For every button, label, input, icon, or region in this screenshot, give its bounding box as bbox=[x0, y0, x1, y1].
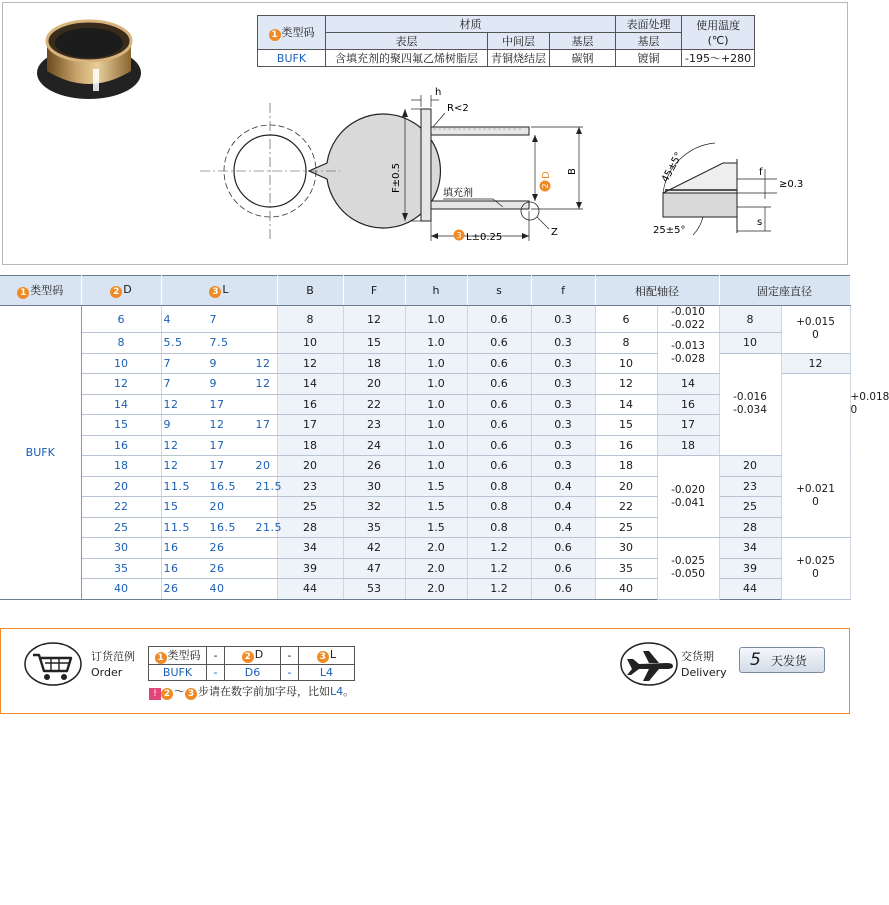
order-example-table: 1 类型码 - 2 D - 3 L BUFK - D6 - L4 bbox=[148, 646, 355, 681]
d-cell: 12 bbox=[81, 374, 161, 395]
d-cell: 40 bbox=[81, 579, 161, 600]
f-cell: 35 bbox=[343, 517, 405, 538]
s-cell: 0.6 bbox=[467, 333, 531, 354]
col-b-header: B bbox=[277, 276, 343, 306]
order-l-value: L4 bbox=[299, 665, 355, 681]
seat-cell: 10 bbox=[719, 333, 781, 354]
s-cell: 0.8 bbox=[467, 476, 531, 497]
middle-layer-header: 中间层 bbox=[488, 33, 550, 50]
shaft-cell: 6 bbox=[595, 306, 657, 333]
f-small-cell: 0.6 bbox=[531, 579, 595, 600]
type-code-header: 1 类型码 bbox=[258, 16, 326, 50]
table-row bbox=[0, 579, 850, 600]
seat-tolerance-cell: +0.021 0 bbox=[781, 456, 850, 538]
h-cell: 1.5 bbox=[405, 517, 467, 538]
b-cell: 10 bbox=[277, 333, 343, 354]
table-row bbox=[0, 476, 850, 497]
badge-1-icon: 1 bbox=[269, 29, 281, 41]
table-row bbox=[0, 456, 850, 477]
s-cell: 0.8 bbox=[467, 517, 531, 538]
f-small-cell: 0.4 bbox=[531, 497, 595, 518]
badge-1-icon: 1 bbox=[17, 287, 29, 299]
b-cell: 23 bbox=[277, 476, 343, 497]
b-cell: 28 bbox=[277, 517, 343, 538]
filler-label: 填充剂 bbox=[443, 188, 473, 199]
f-cell: 42 bbox=[343, 538, 405, 559]
seat-cell: 28 bbox=[719, 517, 781, 538]
order-d-header: 2 D bbox=[225, 647, 281, 665]
seat-cell: 14 bbox=[657, 374, 719, 395]
l-option: 16 bbox=[163, 541, 179, 555]
d-cell: 30 bbox=[81, 538, 161, 559]
seat-cell: 8 bbox=[719, 306, 781, 333]
l-option: 12 bbox=[163, 459, 179, 473]
b-cell: 44 bbox=[277, 579, 343, 600]
order-note: ! 2 ～ 3 步请在数字前加字母，比如L4。 bbox=[149, 683, 354, 700]
h-cell: 1.0 bbox=[405, 435, 467, 456]
table-row bbox=[0, 497, 850, 518]
order-type-value: BUFK bbox=[149, 665, 207, 681]
h-cell: 1.5 bbox=[405, 497, 467, 518]
d-cell: 25 bbox=[81, 517, 161, 538]
l-options-cell bbox=[161, 306, 277, 333]
col-type-header: 1 类型码 bbox=[0, 276, 81, 306]
l-option: 20 bbox=[209, 500, 225, 514]
l-option: 12 bbox=[255, 377, 271, 391]
shaft-tolerance-cell: -0.010 -0.022 bbox=[657, 306, 719, 333]
l-option: 16.5 bbox=[209, 479, 236, 493]
table-row bbox=[0, 333, 850, 354]
h-cell: 1.0 bbox=[405, 306, 467, 333]
b-cell: 39 bbox=[277, 558, 343, 579]
airplane-icon bbox=[619, 641, 679, 687]
b-cell: 12 bbox=[277, 353, 343, 374]
f-small-cell: 0.6 bbox=[531, 538, 595, 559]
f-small-cell: 0.6 bbox=[531, 558, 595, 579]
temperature-header: 使用温度 (℃) bbox=[682, 16, 755, 50]
d-cell: 14 bbox=[81, 394, 161, 415]
surface-material: 含填充剂的聚四氟乙烯树脂层 bbox=[326, 50, 488, 67]
b-cell: 16 bbox=[277, 394, 343, 415]
order-panel bbox=[0, 628, 850, 714]
l-option: 26 bbox=[209, 541, 225, 555]
l-option: 5.5 bbox=[163, 336, 183, 350]
s-cell: 0.6 bbox=[467, 353, 531, 374]
l-option: 21.5 bbox=[255, 520, 282, 534]
col-f-header: F bbox=[343, 276, 405, 306]
type-code-value: BUFK bbox=[258, 50, 326, 67]
f-small-cell: 0.3 bbox=[531, 306, 595, 333]
l-options-cell bbox=[161, 415, 277, 436]
dim-r-label: R<2 bbox=[447, 103, 469, 114]
seat-cell: 25 bbox=[719, 497, 781, 518]
d-cell: 35 bbox=[81, 558, 161, 579]
dim-l-label: L±0.25 bbox=[466, 232, 503, 243]
dimension-table-body bbox=[0, 306, 889, 600]
badge-2-icon: 2 bbox=[242, 651, 254, 663]
l-options-cell bbox=[161, 538, 277, 559]
l-options-cell bbox=[161, 517, 282, 538]
angle-45-label: 45±5° bbox=[659, 150, 685, 185]
l-option: 21.5 bbox=[255, 479, 282, 493]
svg-text:2: 2 bbox=[541, 183, 550, 189]
l-option: 9 bbox=[163, 418, 171, 432]
l-option: 17 bbox=[209, 397, 225, 411]
delivery-title: 交货期 Delivery bbox=[681, 650, 727, 679]
d-cell: 20 bbox=[81, 476, 161, 497]
f-small-cell: 0.3 bbox=[531, 374, 595, 395]
order-type-header: 1 类型码 bbox=[149, 647, 207, 665]
shaft-cell: 35 bbox=[595, 558, 657, 579]
chamfer-min-label: ≥0.3 bbox=[779, 179, 804, 190]
l-option: 7 bbox=[163, 377, 171, 391]
l-option: 12 bbox=[163, 438, 179, 452]
middle-material: 青铜烧结层 bbox=[488, 50, 550, 67]
table-row bbox=[0, 558, 850, 579]
badge-1-icon: 1 bbox=[155, 652, 167, 664]
dim-s-label: s bbox=[757, 217, 763, 228]
d-cell: 18 bbox=[81, 456, 161, 477]
surface-base-header: 基层 bbox=[616, 33, 682, 50]
l-options-cell bbox=[161, 476, 282, 497]
delivery-days: 5 bbox=[750, 650, 761, 670]
f-cell: 18 bbox=[343, 353, 405, 374]
l-options-cell bbox=[161, 374, 277, 395]
f-cell: 23 bbox=[343, 415, 405, 436]
h-cell: 1.5 bbox=[405, 476, 467, 497]
f-small-cell: 0.3 bbox=[531, 394, 595, 415]
l-options-cell bbox=[161, 333, 277, 354]
temperature-range: -195～+280 bbox=[682, 50, 755, 67]
col-h-header: h bbox=[405, 276, 467, 306]
order-d-value: D6 bbox=[225, 665, 281, 681]
l-option: 26 bbox=[209, 561, 225, 575]
l-option: 16.5 bbox=[209, 520, 236, 534]
dim-f-label: F±0.5 bbox=[391, 162, 402, 193]
delivery-label: 天发货 bbox=[770, 653, 807, 668]
type-code-cell: BUFK bbox=[0, 306, 81, 600]
shopping-cart-icon bbox=[23, 641, 83, 687]
s-cell: 1.2 bbox=[467, 558, 531, 579]
h-cell: 1.0 bbox=[405, 394, 467, 415]
b-cell: 20 bbox=[277, 456, 343, 477]
b-cell: 8 bbox=[277, 306, 343, 333]
l-options-cell bbox=[161, 579, 277, 600]
s-cell: 0.6 bbox=[467, 394, 531, 415]
shaft-cell: 12 bbox=[595, 374, 657, 395]
col-s-header: s bbox=[467, 276, 531, 306]
l-option: 40 bbox=[209, 582, 225, 596]
shaft-cell: 18 bbox=[595, 456, 657, 477]
l-option: 11.5 bbox=[163, 479, 190, 493]
f-small-cell: 0.3 bbox=[531, 456, 595, 477]
svg-text:3: 3 bbox=[456, 231, 462, 240]
l-option: 17 bbox=[209, 438, 225, 452]
base-layer-header: 基层 bbox=[550, 33, 616, 50]
l-option: 17 bbox=[209, 459, 225, 473]
shaft-cell: 20 bbox=[595, 476, 657, 497]
l-option: 11.5 bbox=[163, 520, 190, 534]
f-small-cell: 0.4 bbox=[531, 517, 595, 538]
shaft-tolerance-cell: -0.013 -0.028 bbox=[657, 333, 719, 374]
seat-cell: 18 bbox=[657, 435, 719, 456]
f-small-cell: 0.3 bbox=[531, 415, 595, 436]
h-cell: 2.0 bbox=[405, 558, 467, 579]
h-cell: 1.0 bbox=[405, 415, 467, 436]
s-cell: 0.8 bbox=[467, 497, 531, 518]
seat-cell: 12 bbox=[781, 353, 850, 374]
b-cell: 25 bbox=[277, 497, 343, 518]
l-option: 12 bbox=[209, 418, 225, 432]
angle-25-label: 25±5° bbox=[653, 225, 686, 236]
f-cell: 12 bbox=[343, 306, 405, 333]
seat-cell: 17 bbox=[657, 415, 719, 436]
shaft-cell: 10 bbox=[595, 353, 657, 374]
d-cell: 15 bbox=[81, 415, 161, 436]
table-row: 10 7 9 12 12 18 1.0 0.6 0.3 10 -0.016 -0.034 12 +0.018 0 bbox=[0, 353, 850, 374]
f-cell: 24 bbox=[343, 435, 405, 456]
l-option: 20 bbox=[255, 459, 271, 473]
seat-cell: 16 bbox=[657, 394, 719, 415]
base-material: 碳钢 bbox=[550, 50, 616, 67]
b-cell: 14 bbox=[277, 374, 343, 395]
shaft-tolerance-cell: -0.025 -0.050 bbox=[657, 538, 719, 600]
f-small-cell: 0.3 bbox=[531, 353, 595, 374]
h-cell: 1.0 bbox=[405, 353, 467, 374]
l-options-cell bbox=[161, 497, 277, 518]
detail-z-label: Z bbox=[551, 227, 558, 238]
h-cell: 1.0 bbox=[405, 456, 467, 477]
shaft-cell: 16 bbox=[595, 435, 657, 456]
h-cell: 2.0 bbox=[405, 579, 467, 600]
shaft-cell: 8 bbox=[595, 333, 657, 354]
s-cell: 0.6 bbox=[467, 456, 531, 477]
b-cell: 18 bbox=[277, 435, 343, 456]
seat-cell: 23 bbox=[719, 476, 781, 497]
l-options-cell bbox=[161, 394, 277, 415]
seat-cell: 44 bbox=[719, 579, 781, 600]
s-cell: 0.6 bbox=[467, 374, 531, 395]
technical-drawing bbox=[3, 3, 849, 266]
surface-layer-header: 表层 bbox=[326, 33, 488, 50]
table-header-row bbox=[0, 276, 850, 306]
l-option: 7 bbox=[209, 312, 217, 326]
spec-panel bbox=[2, 2, 848, 265]
d-cell: 8 bbox=[81, 333, 161, 354]
l-option: 16 bbox=[163, 561, 179, 575]
detail-z-view bbox=[653, 143, 803, 236]
col-seat-header: 固定座直径 bbox=[719, 276, 850, 306]
l-option: 9 bbox=[209, 356, 217, 370]
d-cell: 22 bbox=[81, 497, 161, 518]
f-cell: 22 bbox=[343, 394, 405, 415]
shaft-tolerance-cell: -0.016 -0.034 bbox=[719, 353, 781, 456]
dimension-table bbox=[0, 275, 889, 600]
f-cell: 20 bbox=[343, 374, 405, 395]
h-cell: 1.0 bbox=[405, 374, 467, 395]
h-cell: 2.0 bbox=[405, 538, 467, 559]
l-option: 7.5 bbox=[209, 336, 229, 350]
l-option: 26 bbox=[163, 582, 179, 596]
f-cell: 32 bbox=[343, 497, 405, 518]
shaft-tolerance-cell: -0.020 -0.041 bbox=[657, 456, 719, 538]
seat-tolerance-cell: +0.015 0 bbox=[781, 306, 850, 354]
table-row bbox=[0, 538, 850, 559]
shaft-cell: 15 bbox=[595, 415, 657, 436]
l-option: 7 bbox=[163, 356, 171, 370]
f-small-cell: 0.4 bbox=[531, 476, 595, 497]
f-cell: 53 bbox=[343, 579, 405, 600]
l-options-cell bbox=[161, 353, 277, 374]
d-cell: 10 bbox=[81, 353, 161, 374]
shaft-cell: 25 bbox=[595, 517, 657, 538]
s-cell: 0.6 bbox=[467, 306, 531, 333]
shaft-cell: 30 bbox=[595, 538, 657, 559]
badge-3-icon: 3 bbox=[185, 688, 197, 700]
material-header: 材质 bbox=[326, 16, 616, 33]
l-option: 9 bbox=[209, 377, 217, 391]
l-options-cell bbox=[161, 456, 277, 477]
f-cell: 26 bbox=[343, 456, 405, 477]
l-option: 4 bbox=[163, 312, 171, 326]
l-option: 15 bbox=[163, 500, 179, 514]
dim-d-label: D bbox=[541, 171, 552, 179]
dim-b-label: B bbox=[567, 168, 578, 175]
col-f-small-header: f bbox=[531, 276, 595, 306]
delivery-badge bbox=[739, 647, 825, 673]
badge-3-icon: 3 bbox=[317, 651, 329, 663]
dim-f-small-label: f bbox=[759, 167, 763, 178]
d-cell: 16 bbox=[81, 435, 161, 456]
s-cell: 0.6 bbox=[467, 415, 531, 436]
seat-cell: 39 bbox=[719, 558, 781, 579]
col-shaft-header: 相配轴径 bbox=[595, 276, 719, 306]
seat-cell: 34 bbox=[719, 538, 781, 559]
shaft-cell: 14 bbox=[595, 394, 657, 415]
badge-2-icon: 2 bbox=[110, 286, 122, 298]
f-cell: 15 bbox=[343, 333, 405, 354]
b-cell: 17 bbox=[277, 415, 343, 436]
l-option: 12 bbox=[163, 397, 179, 411]
shaft-cell: 22 bbox=[595, 497, 657, 518]
d-cell: 6 bbox=[81, 306, 161, 333]
l-option: 17 bbox=[255, 418, 271, 432]
b-cell: 34 bbox=[277, 538, 343, 559]
table-row bbox=[0, 517, 850, 538]
s-cell: 1.2 bbox=[467, 579, 531, 600]
f-cell: 47 bbox=[343, 558, 405, 579]
f-small-cell: 0.3 bbox=[531, 435, 595, 456]
plating-value: 镀铜 bbox=[616, 50, 682, 67]
h-cell: 1.0 bbox=[405, 333, 467, 354]
s-cell: 1.2 bbox=[467, 538, 531, 559]
seat-cell: 20 bbox=[719, 456, 781, 477]
l-options-cell bbox=[161, 435, 277, 456]
note-icon: ! bbox=[149, 688, 161, 700]
dim-h-label: h bbox=[435, 87, 442, 98]
col-l-header: 3 L bbox=[161, 276, 277, 306]
badge-2-icon: 2 bbox=[161, 688, 173, 700]
l-option: 12 bbox=[255, 356, 271, 370]
col-d-header: 2 D bbox=[81, 276, 161, 306]
l-options-cell bbox=[161, 558, 277, 579]
surface-treatment-header: 表面处理 bbox=[616, 16, 682, 33]
f-small-cell: 0.3 bbox=[531, 333, 595, 354]
table-row bbox=[0, 306, 850, 333]
seat-tolerance-cell: +0.025 0 bbox=[781, 538, 850, 600]
badge-3-icon: 3 bbox=[209, 286, 221, 298]
s-cell: 0.6 bbox=[467, 435, 531, 456]
order-l-header: 3 L bbox=[299, 647, 355, 665]
order-title: 订货范例 Order bbox=[91, 650, 135, 679]
f-cell: 30 bbox=[343, 476, 405, 497]
shaft-cell: 40 bbox=[595, 579, 657, 600]
